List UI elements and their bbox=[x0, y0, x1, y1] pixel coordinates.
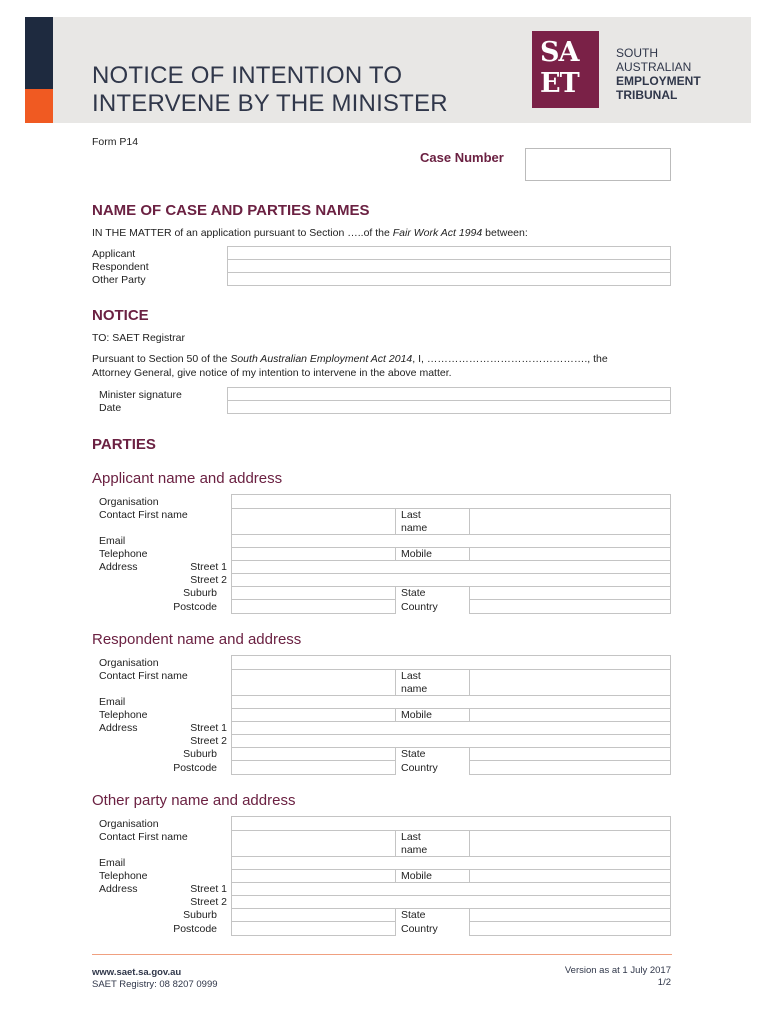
street2-label: Street 2 bbox=[190, 574, 227, 586]
address-label: Address bbox=[99, 561, 138, 573]
date-label: Date bbox=[99, 402, 122, 414]
first-name-input[interactable] bbox=[231, 830, 396, 857]
organisation-name bbox=[616, 46, 701, 102]
mobile-label: Mobile bbox=[401, 870, 432, 882]
applicant-name-input[interactable] bbox=[227, 246, 671, 260]
street2-input[interactable] bbox=[231, 734, 671, 748]
other-party-name-input[interactable] bbox=[227, 272, 671, 286]
telephone-label: Telephone bbox=[99, 548, 148, 560]
suburb-label: Suburb bbox=[183, 748, 217, 760]
last-name-label-line1: Last bbox=[401, 831, 421, 843]
organisation-label: Organisation bbox=[99, 657, 159, 669]
mobile-input[interactable] bbox=[469, 869, 671, 883]
names-intro-act: Fair Work Act 1994 bbox=[392, 227, 483, 239]
contact-first-name-label: Contact First name bbox=[99, 670, 188, 682]
organisation-input[interactable] bbox=[231, 816, 671, 831]
first-name-input[interactable] bbox=[231, 669, 396, 696]
postcode-input[interactable] bbox=[231, 760, 396, 775]
state-label: State bbox=[401, 748, 426, 760]
telephone-label: Telephone bbox=[99, 870, 148, 882]
street2-label: Street 2 bbox=[190, 735, 227, 747]
last-name-input[interactable] bbox=[469, 508, 671, 535]
respondent-label: Respondent bbox=[92, 261, 149, 273]
street2-label: Street 2 bbox=[190, 896, 227, 908]
contact-first-name-label: Contact First name bbox=[99, 509, 188, 521]
last-name-label-line1: Last bbox=[401, 670, 421, 682]
notice-to: TO: SAET Registrar bbox=[92, 332, 185, 344]
suburb-label: Suburb bbox=[183, 909, 217, 921]
notice-paragraph-line2: Attorney General, give notice of my intention to intervene in the above matter. bbox=[92, 367, 452, 379]
date-input[interactable] bbox=[227, 400, 671, 414]
respondent-party-heading: Respondent name and address bbox=[92, 631, 302, 648]
logo-letters-top: SA bbox=[540, 37, 579, 68]
state-input[interactable] bbox=[469, 747, 671, 761]
last-name-label-line2: name bbox=[401, 844, 428, 856]
document-title bbox=[92, 62, 512, 118]
names-intro-after: between: bbox=[482, 227, 528, 239]
organisation-input[interactable] bbox=[231, 494, 671, 509]
street2-input[interactable] bbox=[231, 895, 671, 909]
postcode-input[interactable] bbox=[231, 599, 396, 614]
street1-label: Street 1 bbox=[190, 722, 227, 734]
names-intro-before: IN THE MATTER of an application pursuant to Section …..of the bbox=[92, 227, 393, 239]
country-label: Country bbox=[401, 762, 438, 774]
telephone-input[interactable] bbox=[231, 547, 396, 561]
form-id: Form P14 bbox=[92, 136, 139, 148]
country-label: Country bbox=[401, 923, 438, 935]
street1-input[interactable] bbox=[231, 721, 671, 735]
street2-input[interactable] bbox=[231, 573, 671, 587]
state-label: State bbox=[401, 909, 426, 921]
telephone-label: Telephone bbox=[99, 709, 148, 721]
applicant-label: Applicant bbox=[92, 248, 136, 260]
case-number-label: Case Number bbox=[420, 150, 504, 165]
address-label: Address bbox=[99, 722, 138, 734]
version-text: Version as at 1 July 2017 bbox=[564, 965, 671, 976]
notice-para-after: , I, ………………………………………., the bbox=[412, 353, 608, 365]
state-input[interactable] bbox=[469, 586, 671, 600]
email-label: Email bbox=[99, 696, 126, 708]
country-input[interactable] bbox=[469, 599, 671, 614]
other-party-heading: Other party name and address bbox=[92, 792, 296, 809]
org-line-3: EMPLOYMENT bbox=[616, 74, 701, 88]
names-intro bbox=[92, 227, 528, 240]
suburb-input[interactable] bbox=[231, 747, 396, 761]
email-label: Email bbox=[99, 857, 126, 869]
case-number-input[interactable] bbox=[525, 148, 671, 181]
notice-paragraph-line1 bbox=[92, 353, 608, 366]
suburb-input[interactable] bbox=[231, 586, 396, 600]
postcode-label: Postcode bbox=[173, 762, 217, 774]
footer-registry: SAET Registry: 08 8207 0999 bbox=[92, 979, 218, 990]
postcode-label: Postcode bbox=[173, 601, 217, 613]
org-line-2: AUSTRALIAN bbox=[616, 60, 692, 74]
other-party-label: Other Party bbox=[92, 274, 146, 286]
minister-signature-label: Minister signature bbox=[99, 389, 182, 401]
footer-website-link[interactable]: www.saet.sa.gov.au bbox=[92, 967, 182, 978]
organisation-label: Organisation bbox=[99, 496, 159, 508]
respondent-name-input[interactable] bbox=[227, 259, 671, 273]
street1-input[interactable] bbox=[231, 560, 671, 574]
saet-logo-icon bbox=[532, 31, 599, 108]
last-name-input[interactable] bbox=[469, 830, 671, 857]
telephone-input[interactable] bbox=[231, 708, 396, 722]
country-input[interactable] bbox=[469, 921, 671, 936]
contact-first-name-label: Contact First name bbox=[99, 831, 188, 843]
email-label: Email bbox=[99, 535, 126, 547]
organisation-input[interactable] bbox=[231, 655, 671, 670]
country-label: Country bbox=[401, 601, 438, 613]
last-name-input[interactable] bbox=[469, 669, 671, 696]
title-line-2: INTERVENE BY THE MINISTER bbox=[92, 90, 448, 117]
last-name-label-line2: name bbox=[401, 683, 428, 695]
notice-para-act: South Australian Employment Act 2014 bbox=[230, 353, 413, 365]
street1-label: Street 1 bbox=[190, 883, 227, 895]
mobile-input[interactable] bbox=[469, 708, 671, 722]
email-input[interactable] bbox=[231, 856, 671, 870]
street1-label: Street 1 bbox=[190, 561, 227, 573]
first-name-input[interactable] bbox=[231, 508, 396, 535]
street1-input[interactable] bbox=[231, 882, 671, 896]
last-name-label-line2: name bbox=[401, 522, 428, 534]
minister-signature-input[interactable] bbox=[227, 387, 671, 401]
logo-letters-bottom: ET bbox=[540, 68, 579, 99]
email-input[interactable] bbox=[231, 695, 671, 709]
applicant-party-heading: Applicant name and address bbox=[92, 470, 283, 487]
names-section-heading: NAME OF CASE AND PARTIES NAMES bbox=[92, 202, 370, 219]
address-label: Address bbox=[99, 883, 138, 895]
notice-para-before: Pursuant to Section 50 of the bbox=[92, 353, 231, 365]
header-orange-bar bbox=[25, 89, 53, 123]
telephone-input[interactable] bbox=[231, 869, 396, 883]
title-line-1: NOTICE OF INTENTION TO bbox=[92, 62, 403, 89]
mobile-input[interactable] bbox=[469, 547, 671, 561]
state-label: State bbox=[401, 587, 426, 599]
mobile-label: Mobile bbox=[401, 709, 432, 721]
organisation-label: Organisation bbox=[99, 818, 159, 830]
suburb-label: Suburb bbox=[183, 587, 217, 599]
parties-heading: PARTIES bbox=[92, 436, 156, 453]
mobile-label: Mobile bbox=[401, 548, 432, 560]
country-input[interactable] bbox=[469, 760, 671, 775]
suburb-input[interactable] bbox=[231, 908, 396, 922]
org-line-1: SOUTH bbox=[616, 46, 658, 60]
org-line-4: TRIBUNAL bbox=[616, 88, 678, 102]
notice-heading: NOTICE bbox=[92, 307, 149, 324]
postcode-input[interactable] bbox=[231, 921, 396, 936]
page-number: 1/2 bbox=[657, 977, 671, 988]
email-input[interactable] bbox=[231, 534, 671, 548]
last-name-label-line1: Last bbox=[401, 509, 421, 521]
footer-divider bbox=[92, 954, 672, 955]
postcode-label: Postcode bbox=[173, 923, 217, 935]
state-input[interactable] bbox=[469, 908, 671, 922]
footer-version bbox=[565, 965, 671, 989]
header-navy-bar bbox=[25, 17, 53, 89]
